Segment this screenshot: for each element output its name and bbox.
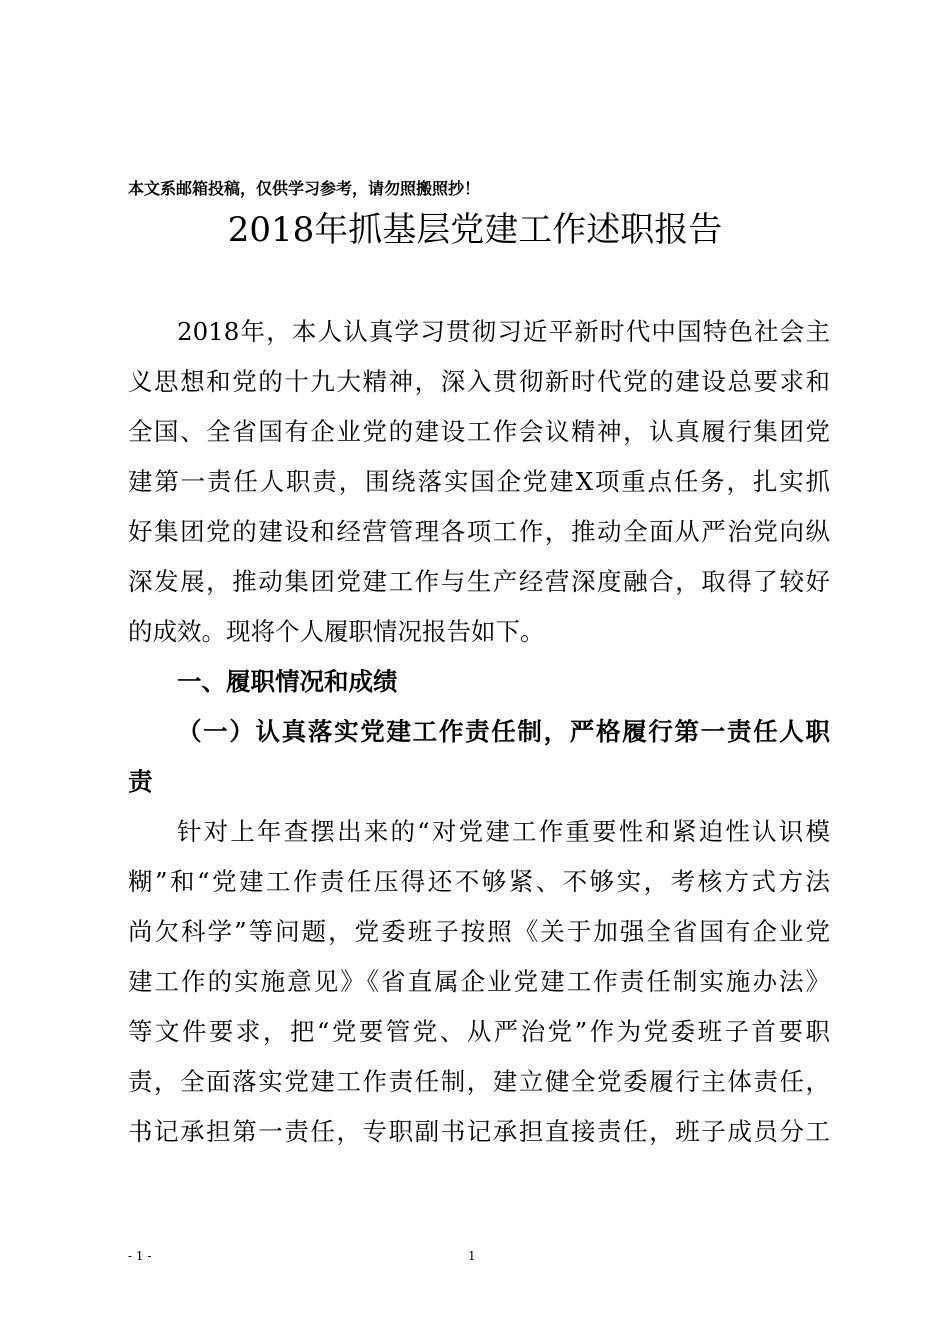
paragraph-1-line-5: 好集团党的建设和经营管理各项工作，推动全面从严治党向纵 — [128, 517, 830, 546]
paragraph-2-line-1: 针对上年查摆出来的“对党建工作重要性和紧迫性认识模 — [177, 817, 830, 846]
paragraph-1-line-3: 全国、全省国有企业党的建设工作会议精神，认真履行集团党 — [128, 417, 830, 446]
paragraph-2-line-6: 责，全面落实党建工作责任制，建立健全党委履行主体责任， — [128, 1067, 830, 1096]
subsection-heading-1-line-2: 责 — [128, 767, 153, 796]
paragraph-2-line-5: 等文件要求，把“党要管党、从严治党”作为党委班子首要职 — [128, 1017, 830, 1046]
page-number-center: 1 — [468, 1249, 476, 1263]
page-number-footer: - 1 - — [128, 1249, 152, 1263]
paragraph-2-line-4: 建工作的实施意见》《省直属企业党建工作责任制实施办法》 — [128, 967, 830, 996]
paragraph-1-line-7: 的成效。现将个人履职情况报告如下。 — [128, 617, 545, 646]
paragraph-2-line-7: 书记承担第一责任，专职副书记承担直接责任，班子成员分工 — [128, 1117, 830, 1146]
paragraph-2-line-2: 糊”和“党建工作责任压得还不够紧、不够实，考核方式方法 — [128, 867, 830, 896]
subsection-heading-1-line-1: （一）认真落实党建工作责任制，严格履行第一责任人职 — [177, 717, 830, 746]
document-title: 2018年抓基层党建工作述职报告 — [227, 210, 723, 250]
paragraph-1-line-1: 2018年，本人认真学习贯彻习近平新时代中国特色社会主 — [177, 317, 830, 346]
section-heading-1: 一、履职情况和成绩 — [177, 667, 398, 696]
paragraph-1-line-4: 建第一责任人职责，围绕落实国企党建X项重点任务，扎实抓 — [128, 467, 830, 496]
paragraph-1-line-6: 深发展，推动集团党建工作与生产经营深度融合，取得了较好 — [128, 567, 830, 596]
paragraph-1-line-2: 义思想和党的十九大精神，深入贯彻新时代党的建设总要求和 — [128, 367, 830, 396]
submission-notice: 本文系邮箱投稿，仅供学习参考，请勿照搬照抄！ — [128, 179, 481, 198]
paragraph-2-line-3: 尚欠科学”等问题，党委班子按照《关于加强全省国有企业党 — [128, 917, 830, 946]
